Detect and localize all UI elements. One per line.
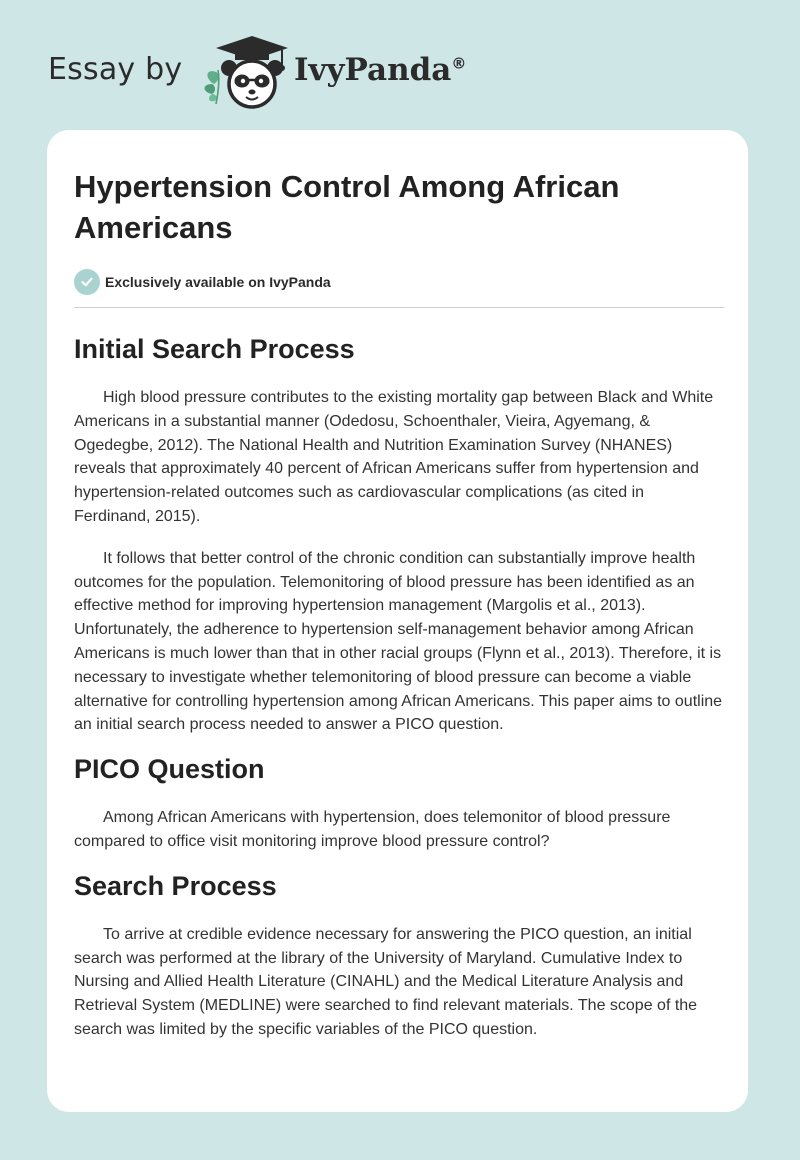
essay-card [47,130,748,1112]
exclusive-badge [74,268,724,296]
essay-title: Hypertension Control Among African Americans [74,169,620,245]
paragraph: To arrive at credible evidence necessary for answering the PICO question, an initial search was performed at the library of the University of Maryland. Cumulative Index to Nursing and Allied Health Literature (CINAHL) and the Medical Literature Analysis and Retrieval System (MEDLINE) were searched to find relevant materials. The scope of the search was limited by the specific variables of the PICO question. [74,925,698,1038]
exclusive-badge-text: Exclusively available on IvyPanda [105,274,331,290]
brand-name[interactable] [294,52,466,88]
panda-graduate-logo-icon[interactable] [200,34,292,110]
paragraph: High blood pressure contributes to the existing mortality gap between Black and White Americans in a substantial manner (Odedosu, Schoenthaler, Vieira, Agyemang, & Ogedegbe, 2012). The National Health and Nutrition Examination Survey (NHANES) reveals that approximately 40 percent of African Americans suffer from hypertension and hypertension-related outcomes such as cardiovascular complications (as cited in Ferdinand, 2015). [74,389,714,525]
site-header [48,34,488,110]
section-heading-pico-question: PICO Question [74,754,265,785]
section-heading-search-process: Search Process [74,870,277,901]
check-circle-icon [74,269,100,295]
section-heading-initial-search: Initial Search Process [74,334,355,364]
paragraph: It follows that better control of the chronic condition can substantially improve health outcomes for the population. Telemonitoring of blood pressure has been identified as an effective method for improving hypertension management (Margolis et al., 2013). Unfortunately, the adherence to hypertension self-management behavior among African Americans is much lower than that in other racial groups (Flynn et al., 2013). Therefore, it is necessary to investigate whether telemonitoring of blood pressure can become a viable alternative for controlling hypertension among African Americans. This paper aims to outline an initial search process needed to answer a PICO question. [74,549,723,734]
title-divider [74,307,724,308]
essay-content [74,130,724,1042]
registered-mark: ® [451,54,467,73]
brand-text: IvyPanda [294,52,452,88]
essay-by-label: Essay by [48,52,183,87]
paragraph: Among African Americans with hypertension, does telemonitor of blood pressure compared to office visit monitoring improve blood pressure control? [74,809,671,850]
